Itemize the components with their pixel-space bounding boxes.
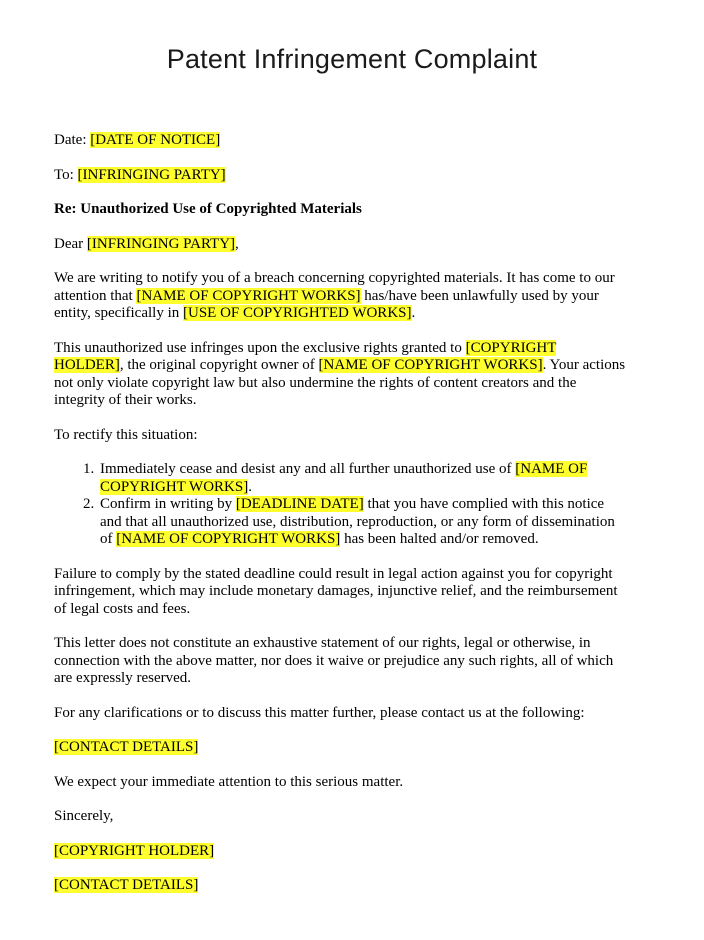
closing: Sincerely, xyxy=(54,808,114,824)
list-item-text: Immediately cease and desist any and all further unauthorized use of xyxy=(100,461,516,477)
paragraph-text: has/have been unlawfully used by your entity, specifically in xyxy=(54,287,599,321)
use-placeholder: [USE OF COPYRIGHTED WORKS] xyxy=(183,305,412,321)
salutation-suffix: , xyxy=(235,235,239,252)
works-placeholder: [NAME OF COPYRIGHT WORKS] xyxy=(100,461,588,495)
date-placeholder: [DATE OF NOTICE] xyxy=(90,132,221,148)
works-placeholder: [NAME OF COPYRIGHT WORKS] xyxy=(318,357,543,373)
list-item xyxy=(98,461,629,496)
contact-placeholder: [CONTACT DETAILS] xyxy=(54,877,199,893)
works-placeholder: [NAME OF COPYRIGHT WORKS] xyxy=(136,287,361,304)
salutation-prefix: Dear xyxy=(54,235,87,252)
paragraph-text: . Your actions not only violate copyright law but also undermine the rights of content creators and the integrity of their works. xyxy=(54,357,626,408)
paragraph-contact: For any clarifications or to discuss this matter further, please contact us at the following: xyxy=(54,704,585,721)
paragraph-text: We are writing to notify you of a breach concerning copyrighted materials. It has come to our attention that xyxy=(54,270,615,304)
list-item-text: Confirm in writing by xyxy=(100,496,236,512)
paragraph-text: , the original copyright owner of xyxy=(119,357,319,373)
subject-line: Re: Unauthorized Use of Copyrighted Materials xyxy=(54,201,362,217)
to-label: To: xyxy=(54,166,78,183)
list-item-text: has been halted and/or removed. xyxy=(340,531,539,547)
paragraph-text: . xyxy=(411,305,416,321)
paragraph-infringement xyxy=(54,340,629,410)
works-placeholder: [NAME OF COPYRIGHT WORKS] xyxy=(116,531,341,547)
deadline-placeholder: [DEADLINE DATE] xyxy=(235,496,364,512)
date-line xyxy=(54,132,629,150)
salutation-placeholder: [INFRINGING PARTY] xyxy=(86,235,236,252)
contact-placeholder: [CONTACT DETAILS] xyxy=(54,739,199,755)
paragraph-notice xyxy=(54,270,629,323)
paragraph-consequences: Failure to comply by the stated deadline could result in legal action against you for copyright infringement, which may include monetary damages, injunctive relief, and the reimbursement of legal costs and fees. xyxy=(54,565,618,617)
document-title: Patent Infringement Complaint xyxy=(166,44,538,74)
paragraph-reservation: This letter does not constitute an exhaustive statement of our rights, legal or otherwise, in connection with the above matter, nor does it waive or prejudice any such rights, all of which are expressly reserved. xyxy=(54,635,614,686)
salutation xyxy=(54,236,629,254)
list-item xyxy=(98,496,629,549)
date-label: Date: xyxy=(54,132,91,148)
holder-placeholder: [COPYRIGHT HOLDER] xyxy=(54,339,557,373)
list-item-text: . xyxy=(248,478,252,495)
list-item-text: that you have complied with this notice and that all unauthorized use, distribution, reproduction, or any form of dissemination of xyxy=(100,496,615,547)
letter-body xyxy=(54,132,629,912)
holder-placeholder: [COPYRIGHT HOLDER] xyxy=(54,842,215,859)
demands-list xyxy=(54,461,629,549)
paragraph-text: This unauthorized use infringes upon the exclusive rights granted to xyxy=(54,339,466,356)
contact-details-line xyxy=(54,739,629,757)
signature-holder-line xyxy=(54,843,629,861)
to-placeholder: [INFRINGING PARTY] xyxy=(77,166,226,183)
to-line xyxy=(54,167,629,185)
paragraph-attention: We expect your immediate attention to this serious matter. xyxy=(54,773,404,790)
signature-contact-line xyxy=(54,877,629,895)
paragraph-rectify: To rectify this situation: xyxy=(54,426,198,443)
